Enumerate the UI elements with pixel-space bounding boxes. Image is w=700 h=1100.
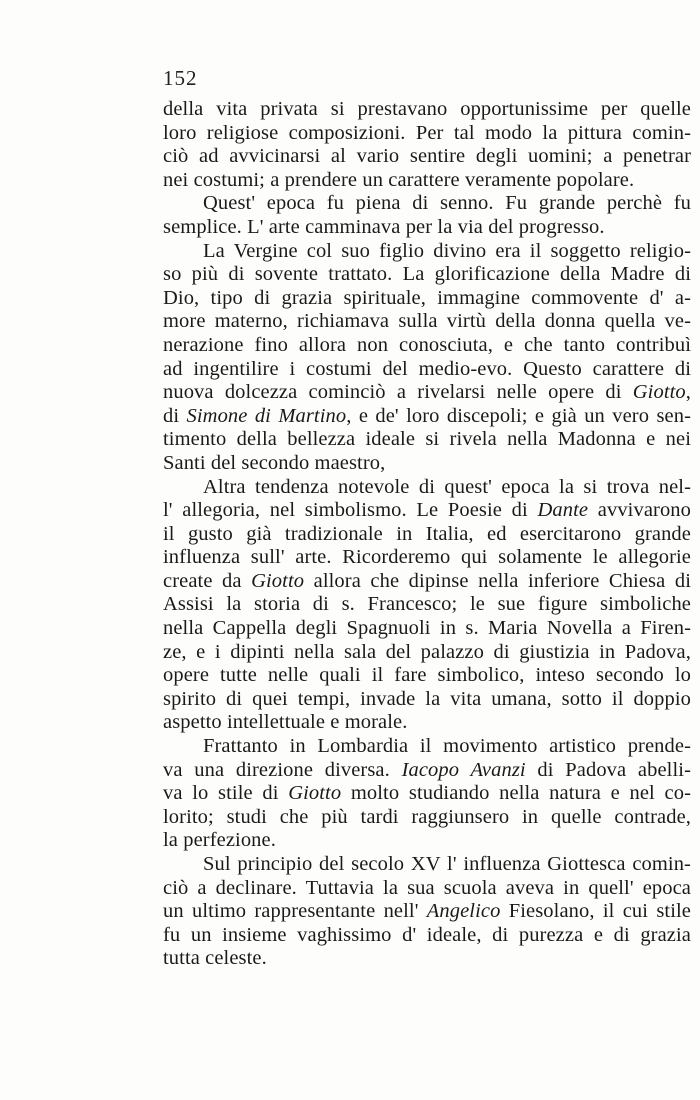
text-run: di xyxy=(163,404,187,427)
text-line xyxy=(163,570,691,594)
text-line xyxy=(163,900,691,924)
text-run: , xyxy=(685,381,691,404)
text-line xyxy=(163,499,691,523)
text-line: ciò ad avvicinarsi al vario sentire degli uomini; a penetrar xyxy=(163,145,691,168)
text-line xyxy=(163,782,691,806)
italic-name: Giotto xyxy=(251,569,305,592)
text-run: allora che dipinse nella inferiore Chiesa di xyxy=(304,569,691,592)
text-line: loro religiose composizioni. Per tal modo la pittura comin- xyxy=(163,121,691,144)
text-run: di Padova abelli- xyxy=(525,758,691,781)
text-line: della vita privata si prestavano opportunissime per quelle xyxy=(163,98,691,120)
text-run: , e de' loro discepoli; e già un vero sen- xyxy=(346,404,691,427)
paragraph-first-line: La Vergine col suo figlio divino era il soggetto religio- xyxy=(203,239,691,262)
text-line: more materno, richiamava sulla virtù della donna quella ve- xyxy=(163,310,691,333)
text-run: Fiesolano, il cui stile xyxy=(500,900,691,923)
italic-name: Iacopo Avanzi xyxy=(401,758,526,781)
text-line: la perfezione. xyxy=(163,829,276,852)
text-line xyxy=(163,405,691,429)
body-text xyxy=(163,98,691,971)
text-run: va lo stile di xyxy=(163,782,289,805)
text-run: un ultimo rappresentante nell' xyxy=(163,900,427,923)
text-run: molto studiando nella natura e nel co- xyxy=(341,782,691,805)
page-number: 152 xyxy=(163,66,198,90)
text-run: create da xyxy=(163,569,252,592)
text-line: ze, e i dipinti nella sala del palazzo di giustizia in Padova, xyxy=(163,640,691,663)
italic-name: Giotto xyxy=(632,381,686,404)
text-line: nei costumi; a prendere un carattere veramente popolare. xyxy=(163,168,635,191)
text-line: nella Cappella degli Spagnuoli in s. Maria Novella a Firen- xyxy=(163,617,691,640)
text-run: va una direzione diversa. xyxy=(163,758,402,781)
text-run: avvivarono xyxy=(588,499,692,522)
italic-name: Giotto xyxy=(288,782,342,805)
text-line: Santi del secondo maestro, xyxy=(163,451,386,474)
italic-name: Simone di Martino xyxy=(186,404,347,427)
text-line: semplice. L' arte camminava per la via del progresso. xyxy=(163,215,605,238)
text-line: il gusto già tradizionale in Italia, ed esercitarono grande xyxy=(163,522,691,545)
text-line xyxy=(163,381,691,405)
text-run: l' allegoria, nel simbolismo. Le Poesie di xyxy=(163,499,538,522)
text-line: nerazione fino allora non conosciuta, e che tanto contribuì xyxy=(163,333,691,356)
italic-name: Dante xyxy=(537,499,589,522)
text-line: so più di sovente trattato. La glorificazione della Madre di xyxy=(163,263,691,286)
italic-name: Angelico xyxy=(426,900,501,923)
text-line: influenza sull' arte. Ricorderemo qui solamente le allegorie xyxy=(163,546,691,569)
text-line: spirito di quei tempi, invade la vita umana, sotto il doppio xyxy=(163,687,691,710)
text-line: aspetto intellettuale e morale. xyxy=(163,711,408,734)
paragraph-first-line: Altra tendenza notevole di quest' epoca la si trova nel- xyxy=(203,475,691,498)
text-line: Assisi la storia di s. Francesco; le sue figure simboliche xyxy=(163,593,691,616)
text-run: nuova dolcezza cominciò a rivelarsi nelle opere di xyxy=(163,381,633,404)
text-line: lorito; studi che più tardi raggiunsero in quelle contrade, xyxy=(163,805,691,828)
text-line: tutta celeste. xyxy=(163,947,267,970)
text-line: ciò a declinare. Tuttavia la sua scuola aveva in quell' epoca xyxy=(163,876,691,899)
paragraph-first-line: Sul principio del secolo XV l' influenza Giottesca comin- xyxy=(203,853,691,875)
text-line: timento della bellezza ideale si rivela nella Madonna e nei xyxy=(163,428,691,451)
text-line xyxy=(163,759,691,783)
paragraph-first-line: Quest' epoca fu piena di senno. Fu grande perchè fu xyxy=(203,192,691,215)
text-line: Dio, tipo di grazia spirituale, immagine commovente d' a- xyxy=(163,286,691,309)
text-line: fu un insieme vaghissimo d' ideale, di purezza e di grazia xyxy=(163,923,691,946)
text-line: ad ingentilire i costumi del medio-evo. Questo carattere di xyxy=(163,357,691,380)
text-line: opere tutte nelle quali il fare simbolico, inteso secondo lo xyxy=(163,664,691,687)
paragraph-first-line: Frattanto in Lombardia il movimento artistico prende- xyxy=(203,735,691,758)
